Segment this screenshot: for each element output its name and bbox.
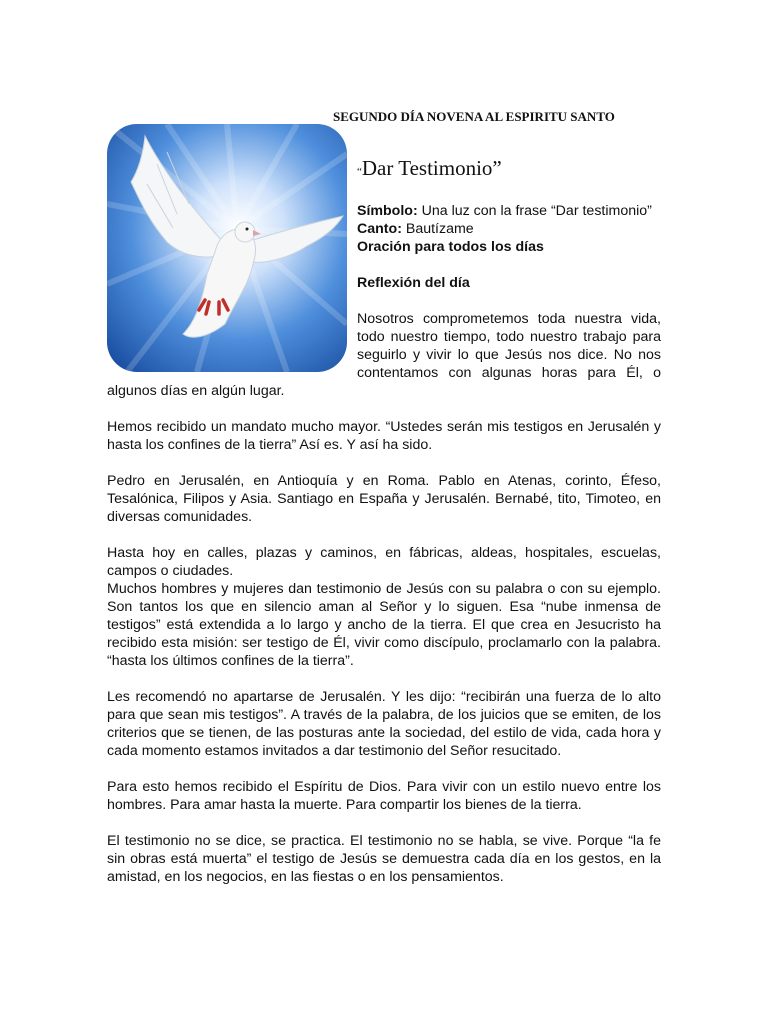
paragraph: Para esto hemos recibido el Espíritu de Dios. Para vivir con un estilo nuevo entre los hombres. Para amar hasta la muerte. Para compartir los bienes de la tierra. bbox=[107, 779, 661, 813]
title-open-quote: “ bbox=[357, 166, 362, 178]
paragraph: El testimonio no se dice, se practica. El testimonio no se habla, se vive. Porque “la fe sin obras está muerta” el testigo de Jesús se demuestra cada día en los gestos, en la amistad, en los negocios, en las fiestas o en los pensamientos. bbox=[107, 833, 661, 885]
oracion-heading: Oración para todos los días bbox=[357, 239, 544, 255]
paragraph-text: Nosotros comprometemos toda nuestra vida, todo nuestro tiempo, todo nuestro trabajo para seguirlo y vivir lo que Jesús nos dice. No nos contentamos con algunas horas para Él, o algunos días en algún lugar. bbox=[107, 311, 661, 399]
paragraph: Muchos hombres y mujeres dan testimonio de Jesús con su palabra o con su ejemplo. Son tantos los que en silencio aman al Señor y lo siguen. Esa “nube inmensa de testigos” está extendida a lo largo y ancho de la tierra. El que crea en Jesucristo ha recibido esta misión: ser testigo de Él, vivir como discípulo, proclamarlo con la palabra. “hasta los últimos confines de la tierra”. bbox=[107, 581, 661, 669]
reading-title bbox=[357, 156, 502, 181]
simbolo-label: Símbolo: bbox=[357, 203, 418, 219]
paragraph: Les recomendó no apartarse de Jerusalén. Y les dijo: “recibirán una fuerza de lo alto para que sean mis testigos”. A través de la palabra, de los juicios que se emiten, de los criterios que se tienen, de las posturas ante la sociedad, del estilo de vida, cada hora y cada momento estamos invitados a dar testimonio del Señor resucitado. bbox=[107, 689, 661, 759]
paragraph: Pedro en Jerusalén, en Antioquía y en Roma. Pablo en Atenas, corinto, Éfeso, Tesalónica, Filipos y Asia. Santiago en España y Jerusalén. Bernabé, tito, Timoteo, en diversas comunidades. bbox=[107, 473, 661, 525]
paragraph: Hemos recibido un mandato mucho mayor. “Ustedes serán mis testigos en Jerusalén y hasta los confines de la tierra” Así es. Y así ha sido. bbox=[107, 419, 661, 453]
image-wrap-spacer bbox=[107, 202, 357, 372]
title-text: Dar Testimonio” bbox=[361, 156, 502, 180]
reflexion-heading: Reflexión del día bbox=[357, 275, 470, 291]
document-body bbox=[107, 202, 661, 904]
canto-label: Canto: bbox=[357, 221, 402, 237]
simbolo-text: Una luz con la frase “Dar testimonio” bbox=[417, 203, 652, 219]
document-header: SEGUNDO DÍA NOVENA AL ESPIRITU SANTO bbox=[333, 109, 615, 124]
paragraph: Hasta hoy en calles, plazas y caminos, en fábricas, aldeas, hospitales, escuelas, campos o ciudades. bbox=[107, 545, 661, 579]
canto-text: Bautízame bbox=[401, 221, 474, 237]
